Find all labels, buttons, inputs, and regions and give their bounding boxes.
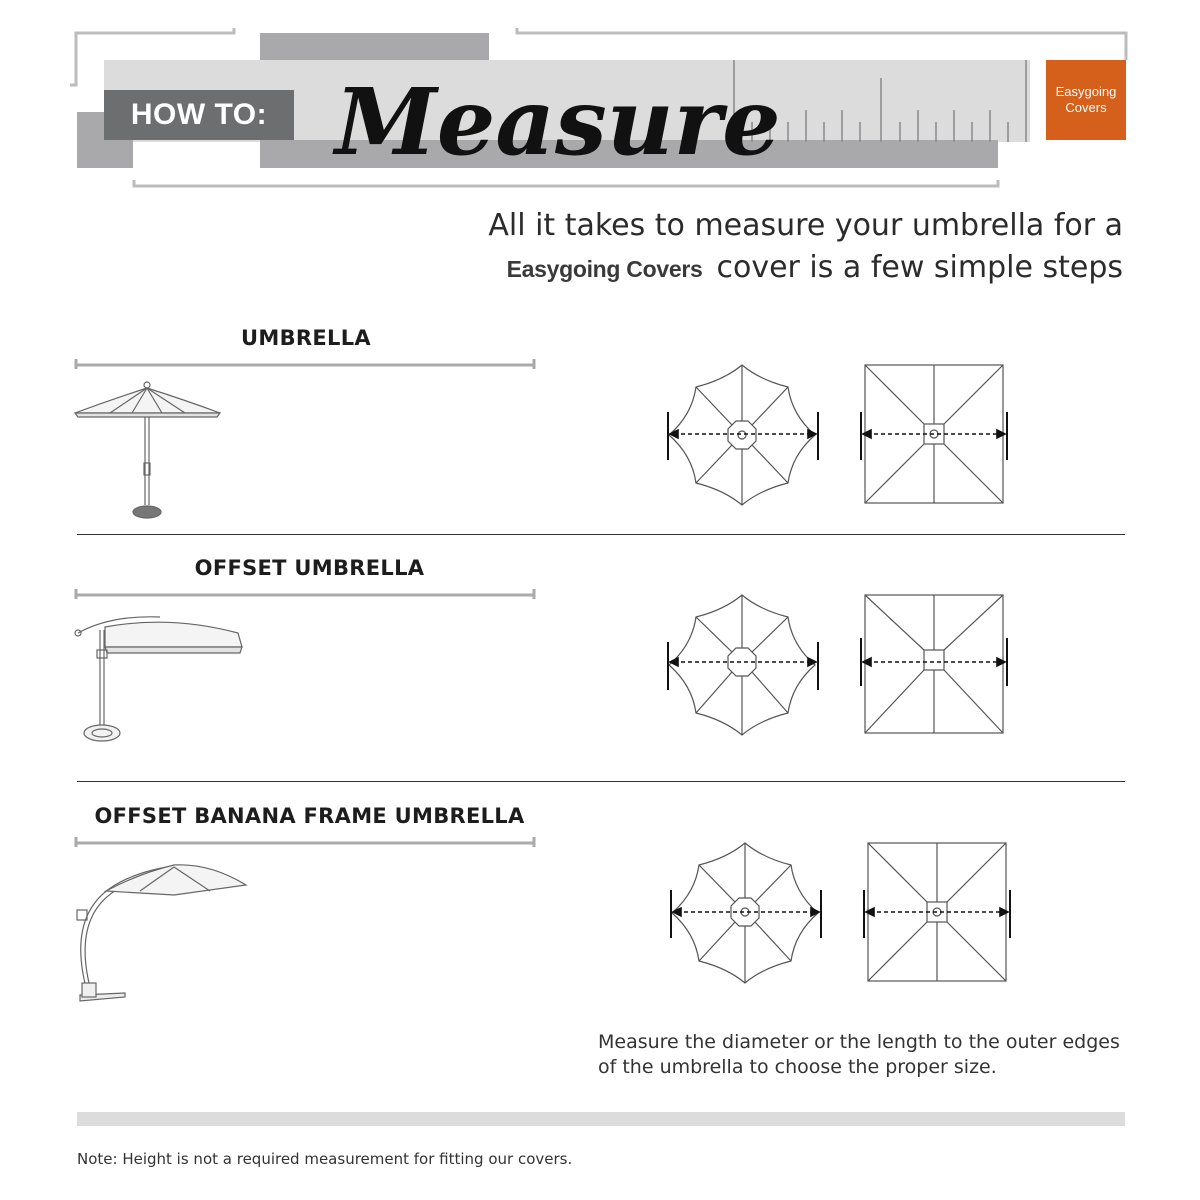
intro-line-1: All it takes to measure your umbrella for a	[488, 208, 1123, 243]
square-canopy-diagram	[858, 838, 1018, 988]
logo-line-1: Easygoing	[1055, 84, 1117, 99]
banana-umbrella-illustration	[70, 855, 255, 1005]
offset-umbrella-illustration	[70, 605, 250, 750]
footer-bar	[77, 1112, 1125, 1126]
brand-name: Easygoing Covers	[506, 256, 703, 282]
round-canopy-diagram	[660, 590, 830, 740]
section-title-offset-umbrella: OFFSET UMBRELLA	[194, 556, 425, 580]
howto-label: HOW TO:	[104, 90, 294, 140]
section-divider	[77, 781, 1125, 782]
umbrella-illustration	[70, 375, 230, 525]
section-title-umbrella: UMBRELLA	[241, 326, 371, 350]
round-canopy-diagram	[663, 838, 833, 988]
brand-logo	[1046, 60, 1126, 140]
page-title: Measure	[335, 68, 781, 176]
section-divider	[77, 534, 1125, 535]
measure-caption	[598, 1030, 1138, 1080]
section-title-banana-umbrella: OFFSET BANANA FRAME UMBRELLA	[94, 804, 525, 828]
logo-line-2: Covers	[1065, 100, 1107, 115]
square-canopy-diagram	[855, 590, 1015, 740]
section-underline	[70, 585, 540, 605]
caption-line-2: of the umbrella to choose the proper size.	[598, 1056, 997, 1078]
intro-line-2	[488, 247, 1123, 290]
footnote: Note: Height is not a required measurement for fitting our covers.	[77, 1150, 573, 1168]
intro-text	[488, 205, 1123, 290]
square-canopy-diagram	[855, 360, 1015, 510]
round-canopy-diagram	[660, 360, 830, 510]
section-underline	[70, 833, 540, 853]
caption-line-1: Measure the diameter or the length to the outer edges	[598, 1031, 1120, 1053]
section-underline	[70, 355, 540, 375]
intro-line-2-text: cover is a few simple steps	[716, 250, 1123, 285]
